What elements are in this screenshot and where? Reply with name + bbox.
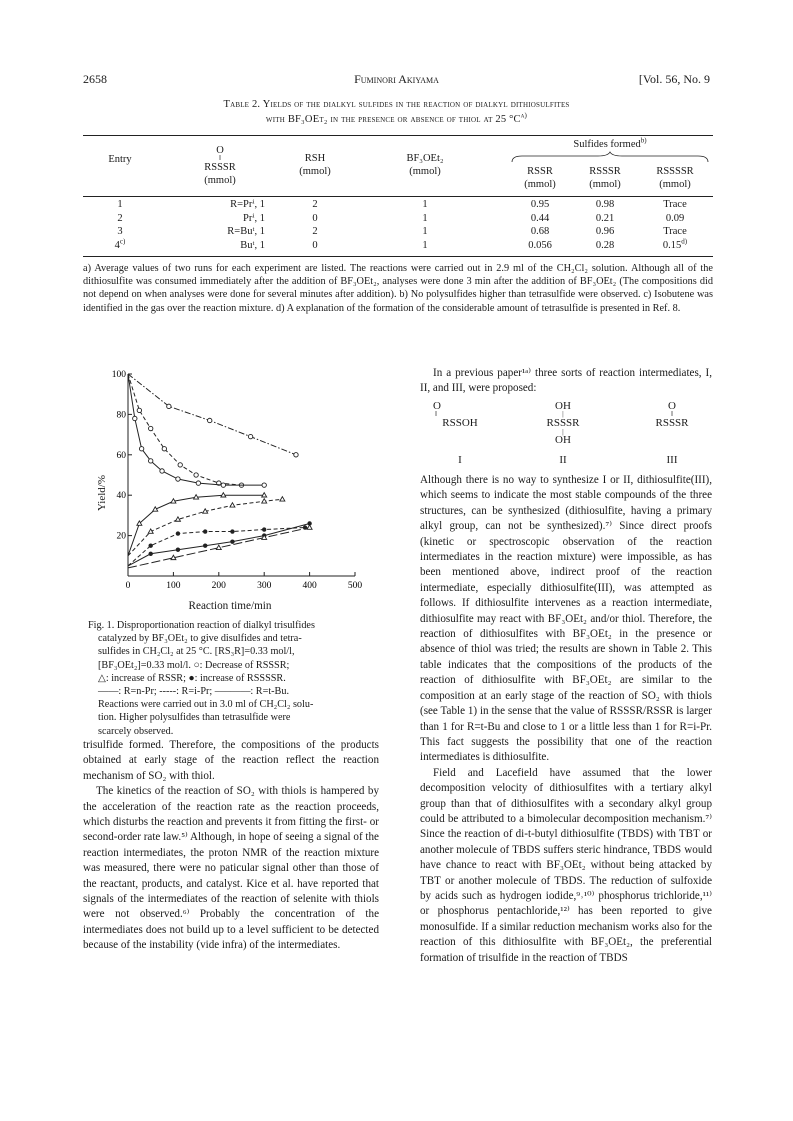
th-rsh: RSH (mmol) [299, 153, 331, 177]
series-0 [128, 374, 298, 457]
data-point [248, 434, 252, 438]
intermediate-structures [420, 402, 712, 470]
data-point [307, 525, 312, 529]
volume-info: [Vol. 56, No. 9 [638, 72, 710, 86]
y-tick-label: 20 [116, 531, 126, 542]
data-point [194, 473, 198, 477]
left-column-body [83, 738, 379, 954]
series-line [128, 374, 296, 455]
table-cell-rsh: 2 [312, 226, 318, 237]
right-paragraph-2: Field and Lacefield have assumed that the lower decomposition velocity of dithiosulfites with a tertiary alkyl group than that of dithiosulfites with a secondary alkyl group could be attributed to a bimolecular decomposition mechanism.⁷⁾ Since the reaction of di-t-butyl dithiosulfite (TBDS) with TBT or another molecule of TBDS suffers steric hindrance, TBDS would have chance to react with BF₃OEt₂ without being attacked by TBT or another molecule of TBDS. The reduction of sulfoxide by acids such as hydrogen iodide,⁹˒¹⁰⁾ phosphorus trichloride,¹¹⁾ or phosphorus pentachloride,¹²⁾ has been reported to give monosulfide. If a similar reduction mechanism works also for the reaction of this dithiosulfite with BF₃OEt₂, the preferential formation of trisulfide in the reaction of TBDS [420, 766, 712, 964]
chart-series [128, 374, 312, 568]
data-point [203, 509, 208, 513]
y-tick-label: 60 [116, 450, 126, 461]
left-paragraph-1: trisulfide formed. Therefore, the compositions of the products obtained at early stage of the reaction reflect the reaction mechanism of SO₂ with thiol. [83, 739, 379, 782]
table-cell-entry: 3 [117, 226, 123, 237]
figure-caption [88, 619, 378, 738]
x-tick-label: 400 [302, 581, 317, 591]
table-caption [0, 97, 793, 127]
th-rssr: RSSR (mmol) [524, 166, 556, 190]
table-cell-rssr: 0.44 [530, 212, 550, 224]
sulfides-brace [510, 151, 710, 163]
label-III: III [666, 454, 678, 466]
data-point [139, 447, 143, 451]
structure-III: O ‖ RSSSR [655, 400, 689, 429]
table-cell-rsh: 0 [312, 212, 318, 224]
data-point [216, 545, 221, 549]
table-caption-sup: a) [520, 111, 528, 120]
data-point [230, 503, 235, 507]
figure-caption-line: ——: R=n-Pr; -----: R=i-Pr; –––––––: R=t-Bu. [98, 686, 289, 698]
y-axis-label: Yield/% [96, 474, 108, 512]
th-rsssr: O ‖ RSSSR (mmol) [204, 145, 236, 186]
x-tick-label: 500 [347, 581, 363, 591]
data-point [148, 529, 153, 533]
data-point [160, 469, 164, 473]
table-caption-line2: with BF₃OEt₂ in the presence or absence of thiol at 25 °C [265, 114, 521, 125]
th-bf3: BF₃OEt₂ (mmol) [406, 153, 444, 177]
data-point [149, 552, 153, 556]
series-line [128, 528, 305, 566]
x-tick-label: 200 [211, 581, 226, 591]
table-cell-r: R=Buᵗ, 1 [227, 226, 265, 237]
figure-caption-line: Fig. 1. Disproportionation reaction of dialkyl trisulfides [88, 620, 315, 631]
table-cell-bf3: 1 [422, 212, 428, 224]
figure-caption-line: △: increase of RSSR; ●: increase of RSSSSR. [98, 672, 286, 684]
data-point [153, 507, 158, 511]
data-point [178, 463, 182, 467]
table-cell-rssssr: 0.15$^{d)}$ [662, 237, 688, 251]
table-cell-bf3: 1 [422, 226, 428, 237]
table-cell-entry: 4$^{c)}$ [114, 237, 126, 251]
table-cell-rssssr: Trace [663, 199, 687, 210]
figure-caption-line: sulfides in CH₂Cl₂ at 25 °C. [RS₃R]=0.33 mol/l, [98, 646, 295, 658]
data-point [262, 483, 266, 487]
data-point [171, 555, 176, 559]
table-top-rule [83, 135, 713, 136]
table-cell-entry: 1 [117, 199, 123, 210]
page-number: 2658 [83, 72, 107, 86]
x-tick-label: 100 [166, 581, 181, 591]
data-point [162, 447, 166, 451]
table-cell-rsh: 0 [312, 239, 318, 251]
table-cell-bf3: 1 [422, 239, 428, 251]
series-7 [128, 525, 312, 568]
x-tick-label: 0 [125, 581, 131, 591]
data-point [230, 529, 234, 533]
data-point [196, 481, 200, 485]
figure-caption-line: tion. Higher polysulfides than tetrasulfide were [98, 712, 291, 724]
data-point [194, 495, 199, 499]
data-point [262, 493, 267, 497]
data-point [262, 527, 266, 531]
data-point [176, 477, 180, 481]
data-point [171, 499, 176, 503]
table-cell-rsssr: 0.21 [595, 212, 615, 224]
data-point [137, 408, 141, 412]
data-point [230, 539, 234, 543]
right-column-body [420, 473, 712, 966]
table-cell-rsh: 2 [312, 199, 318, 210]
intro-paragraph: In a previous paper¹ᵃ⁾ three sorts of reaction intermediates, I, II, and III, were proposed: [420, 367, 712, 395]
table-cell-rsssr: 0.98 [595, 199, 615, 210]
chart-ticks [112, 370, 363, 591]
table-cell-rssssr: 0.09 [665, 212, 685, 224]
y-axis-label-wrap [92, 455, 112, 535]
data-point [175, 517, 180, 521]
data-point [167, 404, 171, 408]
data-point [221, 483, 225, 487]
data-point [262, 499, 267, 503]
figure-caption-line: scarcely observed. [98, 725, 174, 737]
data-point [203, 544, 207, 548]
table-cell-entry: 2 [117, 212, 123, 224]
th-sulfides-formed: Sulfides formed$^{b)}$ [573, 136, 647, 150]
y-tick-label: 40 [116, 491, 126, 502]
figure-caption-line: catalyzed by BF₃OEt₂ to give disulfides and tetra- [98, 633, 302, 645]
label-I: I [458, 454, 462, 466]
data-point [203, 529, 207, 533]
table-cell-rssr: 0.056 [528, 239, 552, 251]
left-paragraph-2: The kinetics of the reaction of SO₂ with thiols is hampered by the acceleration of the reaction rate as the reaction proceeds, which disturbs the reaction and prevents it from fitting the first- or second-order rate law.⁵⁾ Although, in hope of seeing a signal of the reaction intermediates, the proton NMR of the reaction mixture was measured, there were no paticular signal other than those of the reactant, products, and catalyst. Kice et al. have reported that signals of the intermediates of the reaction of selenite with thiols were not observed.⁶⁾ Probably the concentration of the intermediates does not build up to a level sufficient to be detected because of the instability (vide infra) of the intermediates. [83, 785, 379, 952]
data-point [208, 418, 212, 422]
table-cell-r: Buᵗ, 1 [240, 239, 265, 251]
x-axis-label: Reaction time/min [188, 600, 272, 612]
table-cell-rsssr: 0.96 [595, 226, 615, 237]
table-bottom-rule [83, 256, 713, 257]
table-cell-rsssr: 0.28 [595, 239, 615, 251]
x-tick-label: 300 [257, 581, 272, 591]
data-point [280, 497, 285, 501]
structure-I: O ‖ RSSOH [433, 400, 478, 429]
th-rsssr-formed: RSSSR (mmol) [589, 166, 621, 190]
data-point [221, 493, 226, 497]
y-tick-label: 80 [116, 410, 126, 421]
data-point [149, 544, 153, 548]
data-point [149, 459, 153, 463]
table-caption-line1: Table 2. Yields of the dialkyl sulfides in the reaction of dialkyl dithiosulfites [223, 99, 570, 110]
figure-caption-line: [BF₃OEt₂]=0.33 mol/l. ○: Decrease of RSSSR; [98, 659, 290, 671]
table-header-rule [83, 196, 713, 197]
th-rssssr: RSSSSR (mmol) [656, 166, 694, 190]
table-cell-rssssr: Trace [663, 226, 687, 237]
running-author: Fuminori Akiyama [354, 72, 439, 86]
table-footnote: a) Average values of two runs for each experiment are listed. The reactions were carried out in 2.9 ml of the CH₂Cl₂ solution. Although all of the dithiosulfite was consumed immediately after the addition of BF₃OEt₂, analyses were done 3 min after the addition of BF₃OEt₂ (The compositions did not depend on when analyses were done for several minutes after addition). b) No polysulfides higher than tetrasulfide were observed. c) Isobutene was identified in the gas over the reaction mixture. d) A explanation of the formation of the considerable amount of tetrasulfide is presented in Ref. 8. [83, 263, 713, 314]
y-tick-label: 100 [111, 370, 126, 380]
right-paragraph-1: Although there is no way to synthesize I or II, dithiosulfite(III), which seems to indicate the most stable compounds of the three structures, can be synthesized (dithiosulfite, having a primary alkyl group, can not be synthesized).⁷⁾ Since direct proofs (kinetic or spectroscopic observation of the reaction intermediates in the reaction mixture) were impossible, as has been mentioned above, indirect proof of the reaction intermediate, especially dithiosulfite(III), was attempted as follows. If dithiosulfite intervenes as a reaction intermediate, dithiosulfite may react with BF₃OEt₂ and/or thiol. Therefore, the reaction of dithiosulfites with BF₃OEt₂ in the presence or absence of thiol was tried; the results are shown in Table 2. This table indicates that the compositions of the products of the reaction of dithiosulfite with BF₃OEt₂ are similar to the composition at an early stage of the reaction of SO₂ with thiols (see Table 1) in the sense that the value of RSSSR/RSSR is larger than 1 for R=t-Bu and close to 1 or a little less than 1 for R=i-Pr. This fact suggests the possibility that one of the reaction intermediates is dithiosulfite. [420, 474, 712, 764]
data-point [294, 453, 298, 457]
series-1 [128, 374, 244, 487]
table-cell-rssr: 0.68 [530, 226, 550, 237]
th-entry: Entry [108, 154, 132, 165]
right-column-intro [420, 366, 712, 397]
figure-caption-line: Reactions were carried out in 3.0 ml of CH₂Cl₂ solu- [98, 699, 314, 711]
table-cell-bf3: 1 [422, 199, 428, 210]
table-cell-r: R=Prⁱ, 1 [230, 199, 265, 210]
structure-II: OH | RSSSR | OH [546, 400, 580, 446]
series-line [128, 374, 242, 485]
yield-chart [84, 366, 364, 606]
label-II: II [559, 454, 567, 466]
data-point [176, 548, 180, 552]
table-cell-r: Prⁱ, 1 [243, 212, 265, 224]
data-point [133, 416, 137, 420]
data-point [149, 426, 153, 430]
chart-axes [128, 374, 355, 576]
table-cell-rssr: 0.95 [530, 199, 550, 210]
data-point [303, 525, 307, 529]
data-point [176, 531, 180, 535]
